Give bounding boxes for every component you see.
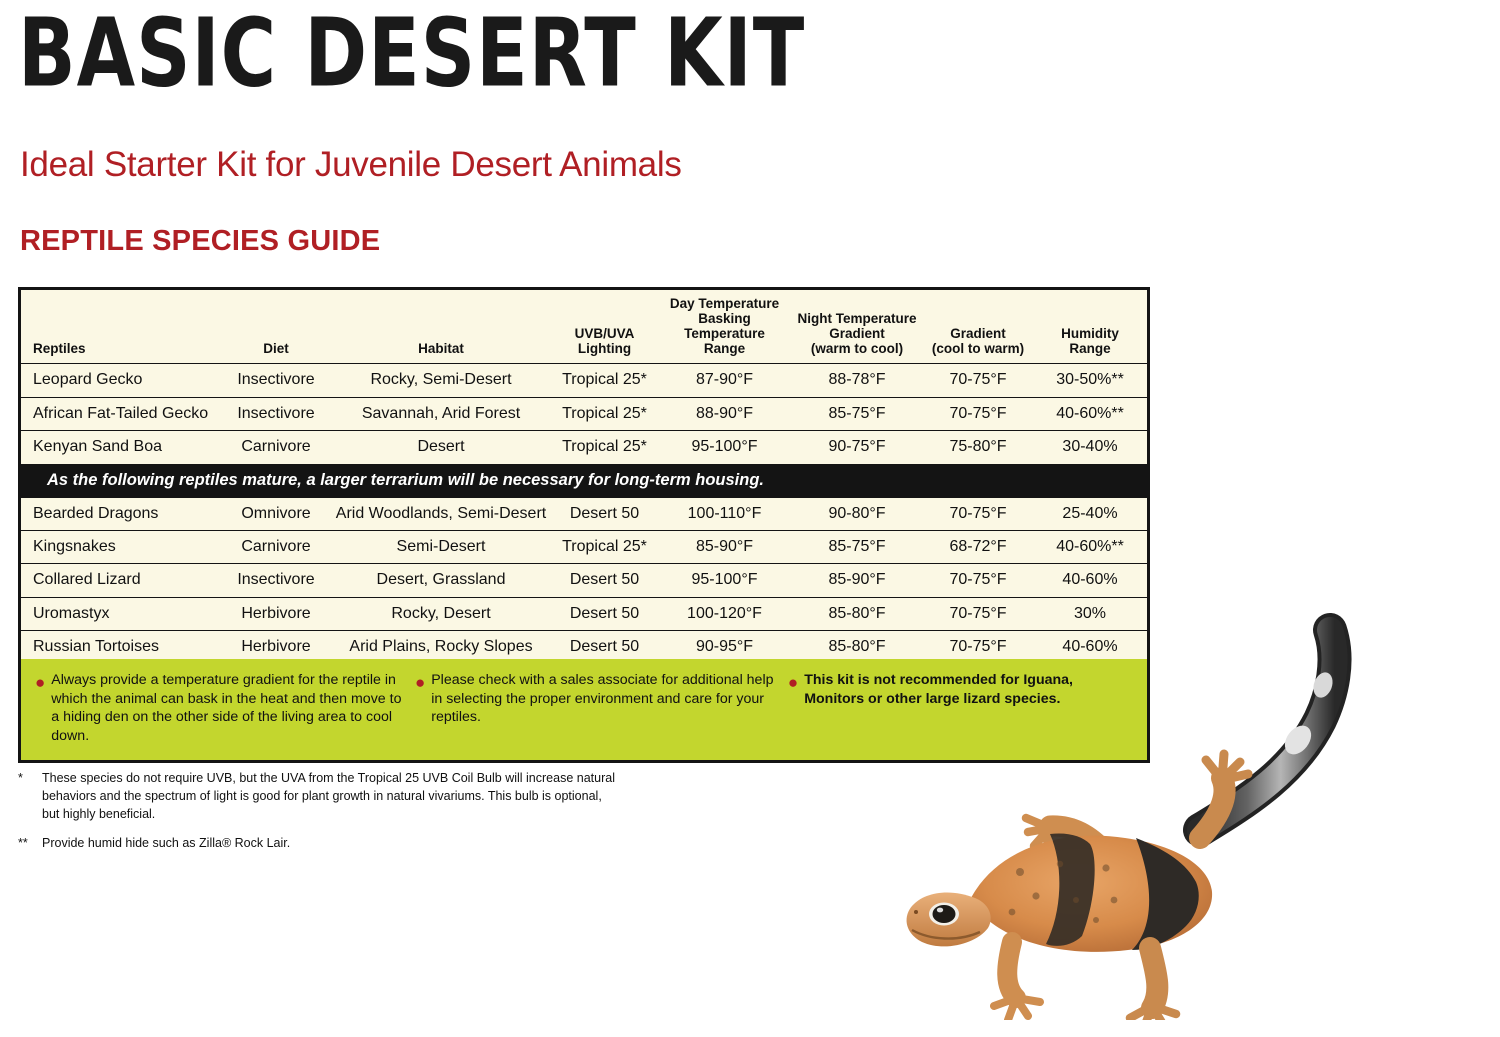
cell-humidity: 30-50%**	[1033, 364, 1147, 397]
table-row	[21, 364, 1147, 397]
cell-diet: Herbivore	[221, 597, 331, 630]
cell-diet: Omnivore	[221, 497, 331, 530]
cell-reptile: Kingsnakes	[21, 530, 221, 563]
tip-text: Please check with a sales associate for additional help in selecting the proper environment and care for your reptiles.	[431, 672, 774, 726]
cell-habitat: Semi-Desert	[331, 530, 551, 563]
cell-lighting: Desert 50	[551, 497, 658, 530]
footnote-text: These species do not require UVB, but the UVA from the Tropical 25 UVB Coil Bulb will increase natural behaviors and the spectrum of light is good for plant growth in natural vivariums. This bulb is optional, but highly beneficial.	[42, 771, 615, 821]
column-header-night-temperature	[791, 290, 923, 364]
cell-gradient: 70-75°F	[923, 364, 1033, 397]
page-subtitle: Ideal Starter Kit for Juvenile Desert Animals	[20, 145, 682, 184]
tip-text: This kit is not recommended for Iguana, Monitors or other large lizard species.	[804, 672, 1074, 707]
column-header-lighting-line1: UVB/UVA	[574, 326, 635, 342]
cell-lighting: Desert 50	[569, 638, 640, 656]
cell-reptile: Kenyan Sand Boa	[21, 431, 221, 464]
cell-humidity: 30-40%	[1033, 431, 1147, 464]
cell-reptile: Leopard Gecko	[21, 364, 221, 397]
leopard-gecko-photo	[900, 600, 1480, 1020]
table-divider-note-row	[21, 464, 1147, 497]
footnote-marker: **	[18, 836, 28, 851]
column-header-habitat-label: Habitat	[418, 341, 464, 357]
cell-habitat: Rocky, Desert	[331, 597, 551, 630]
cell-habitat: Arid Woodlands, Semi-Desert	[331, 497, 551, 530]
cell-night-temp: 85-80°F	[791, 597, 923, 630]
column-header-day-temperature-line2: Basking	[698, 311, 751, 327]
column-header-night-temperature-line2: Gradient	[829, 326, 885, 342]
cell-lighting: Tropical 25*	[551, 397, 658, 430]
column-header-reptiles-label: Reptiles	[33, 341, 86, 357]
column-header-humidity-line2: Range	[1069, 341, 1111, 357]
cell-humidity: 25-40%	[1033, 497, 1147, 530]
cell-gradient: 70-75°F	[923, 497, 1033, 530]
column-header-night-temperature-line1: Night Temperature	[797, 311, 917, 327]
cell-habitat: Desert, Grassland	[331, 564, 551, 597]
cell-humidity: 30%	[1033, 597, 1147, 630]
cell-gradient: 70-75°F	[923, 397, 1033, 430]
cell-lighting: Tropical 25*	[551, 530, 658, 563]
cell-day-temp: 95-100°F	[658, 431, 791, 464]
table-divider-note: As the following reptiles mature, a larger terrarium will be necessary for long-term housing.	[21, 464, 1147, 497]
cell-day-temp: 95-100°F	[658, 564, 791, 597]
column-header-reptiles	[21, 290, 221, 364]
cell-humidity: 40-60%**	[1033, 397, 1147, 430]
cell-lighting: Tropical 25*	[551, 431, 658, 464]
footnote-marker: *	[18, 771, 23, 785]
cell-gradient: 75-80°F	[923, 431, 1033, 464]
table-header	[21, 290, 1147, 364]
bullet-icon: ●	[787, 673, 799, 692]
footnote-item	[18, 835, 618, 853]
bullet-icon: ●	[414, 673, 426, 692]
cell-diet: Carnivore	[221, 431, 331, 464]
cell-habitat: Desert	[331, 431, 551, 464]
cell-humidity: 40-60%**	[1033, 530, 1147, 563]
column-header-humidity-line1: Humidity	[1061, 326, 1119, 342]
cell-diet: Insectivore	[221, 397, 331, 430]
cell-day-temp: 100-110°F	[658, 497, 791, 530]
tip-text: Always provide a temperature gradient for the reptile in which the animal can bask in the heat and then move to a hiding den on the other side of the living area to cool down.	[51, 672, 402, 745]
footnote-item	[18, 770, 618, 823]
section-heading: REPTILE SPECIES GUIDE	[20, 225, 381, 257]
column-header-gradient-line2: (cool to warm)	[931, 341, 1025, 357]
column-header-diet-label: Diet	[263, 341, 289, 357]
cell-reptile: Bearded Dragons	[21, 497, 221, 530]
page-title: BASIC DESERT KIT	[18, 0, 806, 108]
cell-night-temp: 90-75°F	[791, 431, 923, 464]
cell-night-temp: 85-75°F	[791, 397, 923, 430]
cell-humidity: 40-60%	[1033, 564, 1147, 597]
column-header-day-temperature-line3: Temperature Range	[684, 326, 765, 357]
cell-lighting: Desert 50	[551, 564, 658, 597]
table-row	[21, 497, 1147, 530]
cell-night-temp: 85-80°F	[828, 638, 886, 656]
cell-night-temp: 88-78°F	[791, 364, 923, 397]
table-row	[21, 431, 1147, 464]
column-header-night-temperature-line3: (warm to cool)	[810, 341, 904, 357]
cell-habitat: Rocky, Semi-Desert	[331, 364, 551, 397]
cell-lighting: Desert 50	[551, 597, 658, 630]
cell-humidity: 40-60%	[1062, 638, 1118, 656]
column-header-day-temperature-line1: Day Temperature	[669, 296, 780, 311]
cell-lighting: Tropical 25*	[551, 364, 658, 397]
cell-diet: Insectivore	[221, 364, 331, 397]
cell-day-temp: 87-90°F	[658, 364, 791, 397]
cell-day-temp: 85-90°F	[658, 530, 791, 563]
column-header-diet	[221, 290, 331, 364]
footnote-text: Provide humid hide such as Zilla® Rock Lair.	[42, 836, 291, 851]
cell-gradient: 70-75°F	[949, 638, 1007, 656]
column-header-humidity	[1033, 290, 1147, 364]
cell-day-temp: 100-120°F	[658, 597, 791, 630]
tip-item	[411, 671, 784, 746]
table-row	[21, 564, 1147, 597]
column-header-gradient-line1: Gradient	[950, 326, 1006, 342]
cell-gradient: 70-75°F	[923, 597, 1033, 630]
table-row	[21, 530, 1147, 563]
footnotes	[18, 770, 618, 865]
column-header-habitat	[331, 290, 551, 364]
cell-gradient: 70-75°F	[923, 564, 1033, 597]
column-header-lighting-line2: Lighting	[577, 341, 632, 357]
cell-night-temp: 85-90°F	[791, 564, 923, 597]
cell-habitat: Savannah, Arid Forest	[331, 397, 551, 430]
cell-day-temp: 90-95°F	[695, 638, 754, 656]
column-header-lighting	[551, 290, 658, 364]
bullet-icon: ●	[35, 673, 46, 692]
table-row	[21, 397, 1147, 430]
cell-habitat: Arid Plains, Rocky Slopes	[349, 638, 533, 656]
tip-item	[31, 671, 411, 746]
cell-diet: Carnivore	[221, 530, 331, 563]
column-header-day-temperature	[658, 290, 791, 364]
column-header-gradient	[923, 290, 1033, 364]
cell-reptile: Russian Tortoises	[33, 638, 159, 656]
cell-diet: Insectivore	[221, 564, 331, 597]
cell-day-temp: 88-90°F	[658, 397, 791, 430]
cell-reptile: African Fat-Tailed Gecko	[21, 397, 221, 430]
cell-reptile: Uromastyx	[21, 597, 221, 630]
cell-night-temp: 85-75°F	[791, 530, 923, 563]
cell-night-temp: 90-80°F	[791, 497, 923, 530]
cell-reptile: Collared Lizard	[21, 564, 221, 597]
cell-diet: Herbivore	[241, 638, 311, 656]
cell-gradient: 68-72°F	[923, 530, 1033, 563]
